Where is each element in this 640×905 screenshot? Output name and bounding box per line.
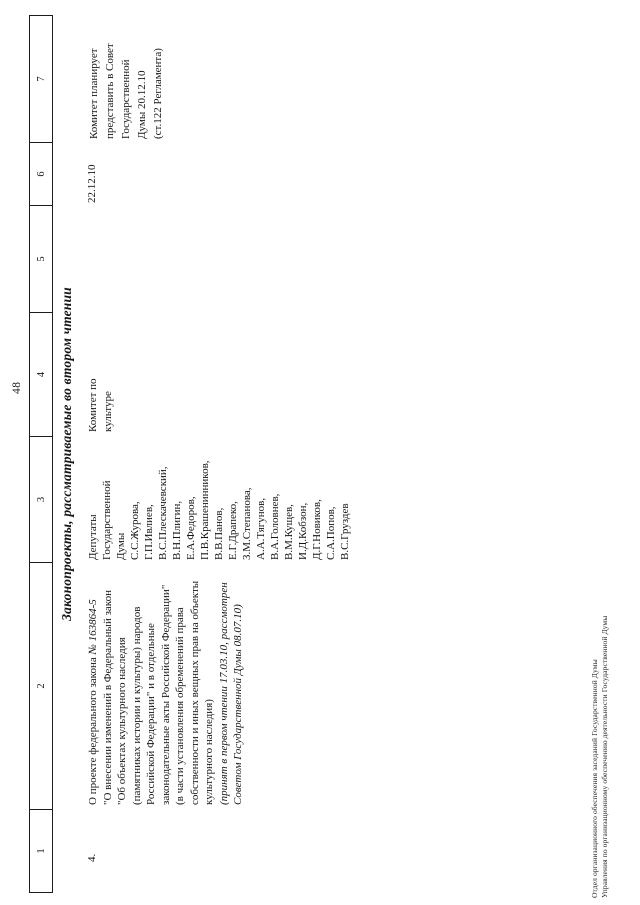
note-line: Государственной xyxy=(120,59,132,139)
note-line: Комитет планирует xyxy=(88,48,100,139)
initiators-cell xyxy=(86,437,352,563)
initiator-line: Е.А.Федоров, xyxy=(185,496,197,560)
initiator-line: П.В.Крашенинников, xyxy=(199,460,211,560)
bill-line: (в части установления обременений права xyxy=(174,607,186,805)
note-line: представить в Совет xyxy=(104,43,116,139)
responsible-committee-cell xyxy=(86,313,116,437)
initiator-line: В.С.Плескачевский, xyxy=(157,466,169,560)
header-cell-7: 7 xyxy=(35,76,47,82)
initiator-line: В.В.Панов, xyxy=(213,507,225,560)
footer-line-1: Отдел организационного обеспечения заседаний Государственной Думы xyxy=(590,659,599,898)
header-cell-5: 5 xyxy=(30,205,52,312)
committee-line: культуре xyxy=(102,391,114,432)
header-cell-3: 3 xyxy=(30,436,52,562)
bill-reading-note-line: (принят в первом чтении 17.03.10, рассмотрен xyxy=(217,582,230,805)
row-number: 4. xyxy=(86,853,98,862)
initiator-line: Думы xyxy=(115,532,127,560)
bill-number: № 163864-5 xyxy=(87,599,99,655)
initiator-line: В.Н.Плигин, xyxy=(171,500,183,560)
initiator-line: З.М.Степанова, xyxy=(241,487,253,560)
table-row xyxy=(86,15,352,893)
initiator-line: В.М.Кущев, xyxy=(283,504,295,560)
header-cell-6: 6 xyxy=(30,142,52,205)
committee-line: Комитет по xyxy=(87,378,99,432)
initiator-line: Государственной xyxy=(101,480,113,560)
bill-line: (памятниках истории и культуры) народов xyxy=(130,606,143,805)
bill-line: законодательные акты Российской Федерации" xyxy=(159,584,172,805)
header-cell-4: 4 xyxy=(30,312,52,436)
note-line: (ст.122 Регламента) xyxy=(152,48,164,139)
header-cell-2: 2 xyxy=(30,562,52,809)
initiator-line: С.А.Попов, xyxy=(325,506,337,560)
header-cell-1: 1 xyxy=(30,809,52,892)
initiator-line: И.Д.Кобзон, xyxy=(297,502,309,560)
bill-title-prefix: О проекте федерального закона xyxy=(87,654,99,805)
initiator-line: Е.Г.Драпеко, xyxy=(227,501,239,560)
initiator-line: В.А.Головнев, xyxy=(269,493,281,560)
initiator-line: А.А.Тягунов, xyxy=(255,497,267,560)
document-footer xyxy=(590,616,610,898)
bill-reading-note-line: Советом Государственной Думы 08.07.10) xyxy=(232,604,244,805)
note-line: Думы 20.12.10 xyxy=(136,70,148,139)
initiator-line: В.С.Груздев xyxy=(339,503,351,560)
bill-line: "Об объектах культурного наследия xyxy=(116,637,128,805)
row-number-cell xyxy=(86,810,98,893)
committee-note-cell xyxy=(86,15,166,143)
table-column-number-header xyxy=(29,15,53,893)
initiator-line: Д.Г.Новиков, xyxy=(311,499,323,560)
initiator-line: С.С.Журова, xyxy=(129,501,141,560)
bill-title-line xyxy=(86,563,101,805)
footer-line-2: Управления по организационному обеспечению деятельности Государственной Думы xyxy=(600,615,609,898)
section-title: Законопроекты, рассматриваемые во втором чтении xyxy=(59,287,74,621)
initiator-line: Г.П.Ивлиев, xyxy=(143,504,155,560)
initiator-line: Депутаты xyxy=(87,514,99,560)
bill-line: культурного наследия) xyxy=(203,699,215,805)
bill-line: собственности и иных вещных прав на объекты xyxy=(188,580,201,805)
page-number: 48 xyxy=(11,381,23,394)
bill-line: "О внесении изменений в Федеральный закон xyxy=(101,590,114,805)
bill-line: Российской Федерации" и в отдельные xyxy=(145,623,157,805)
bill-description-cell xyxy=(86,563,246,810)
date-cell xyxy=(86,143,98,206)
date-value: 22.12.10 xyxy=(86,164,98,203)
